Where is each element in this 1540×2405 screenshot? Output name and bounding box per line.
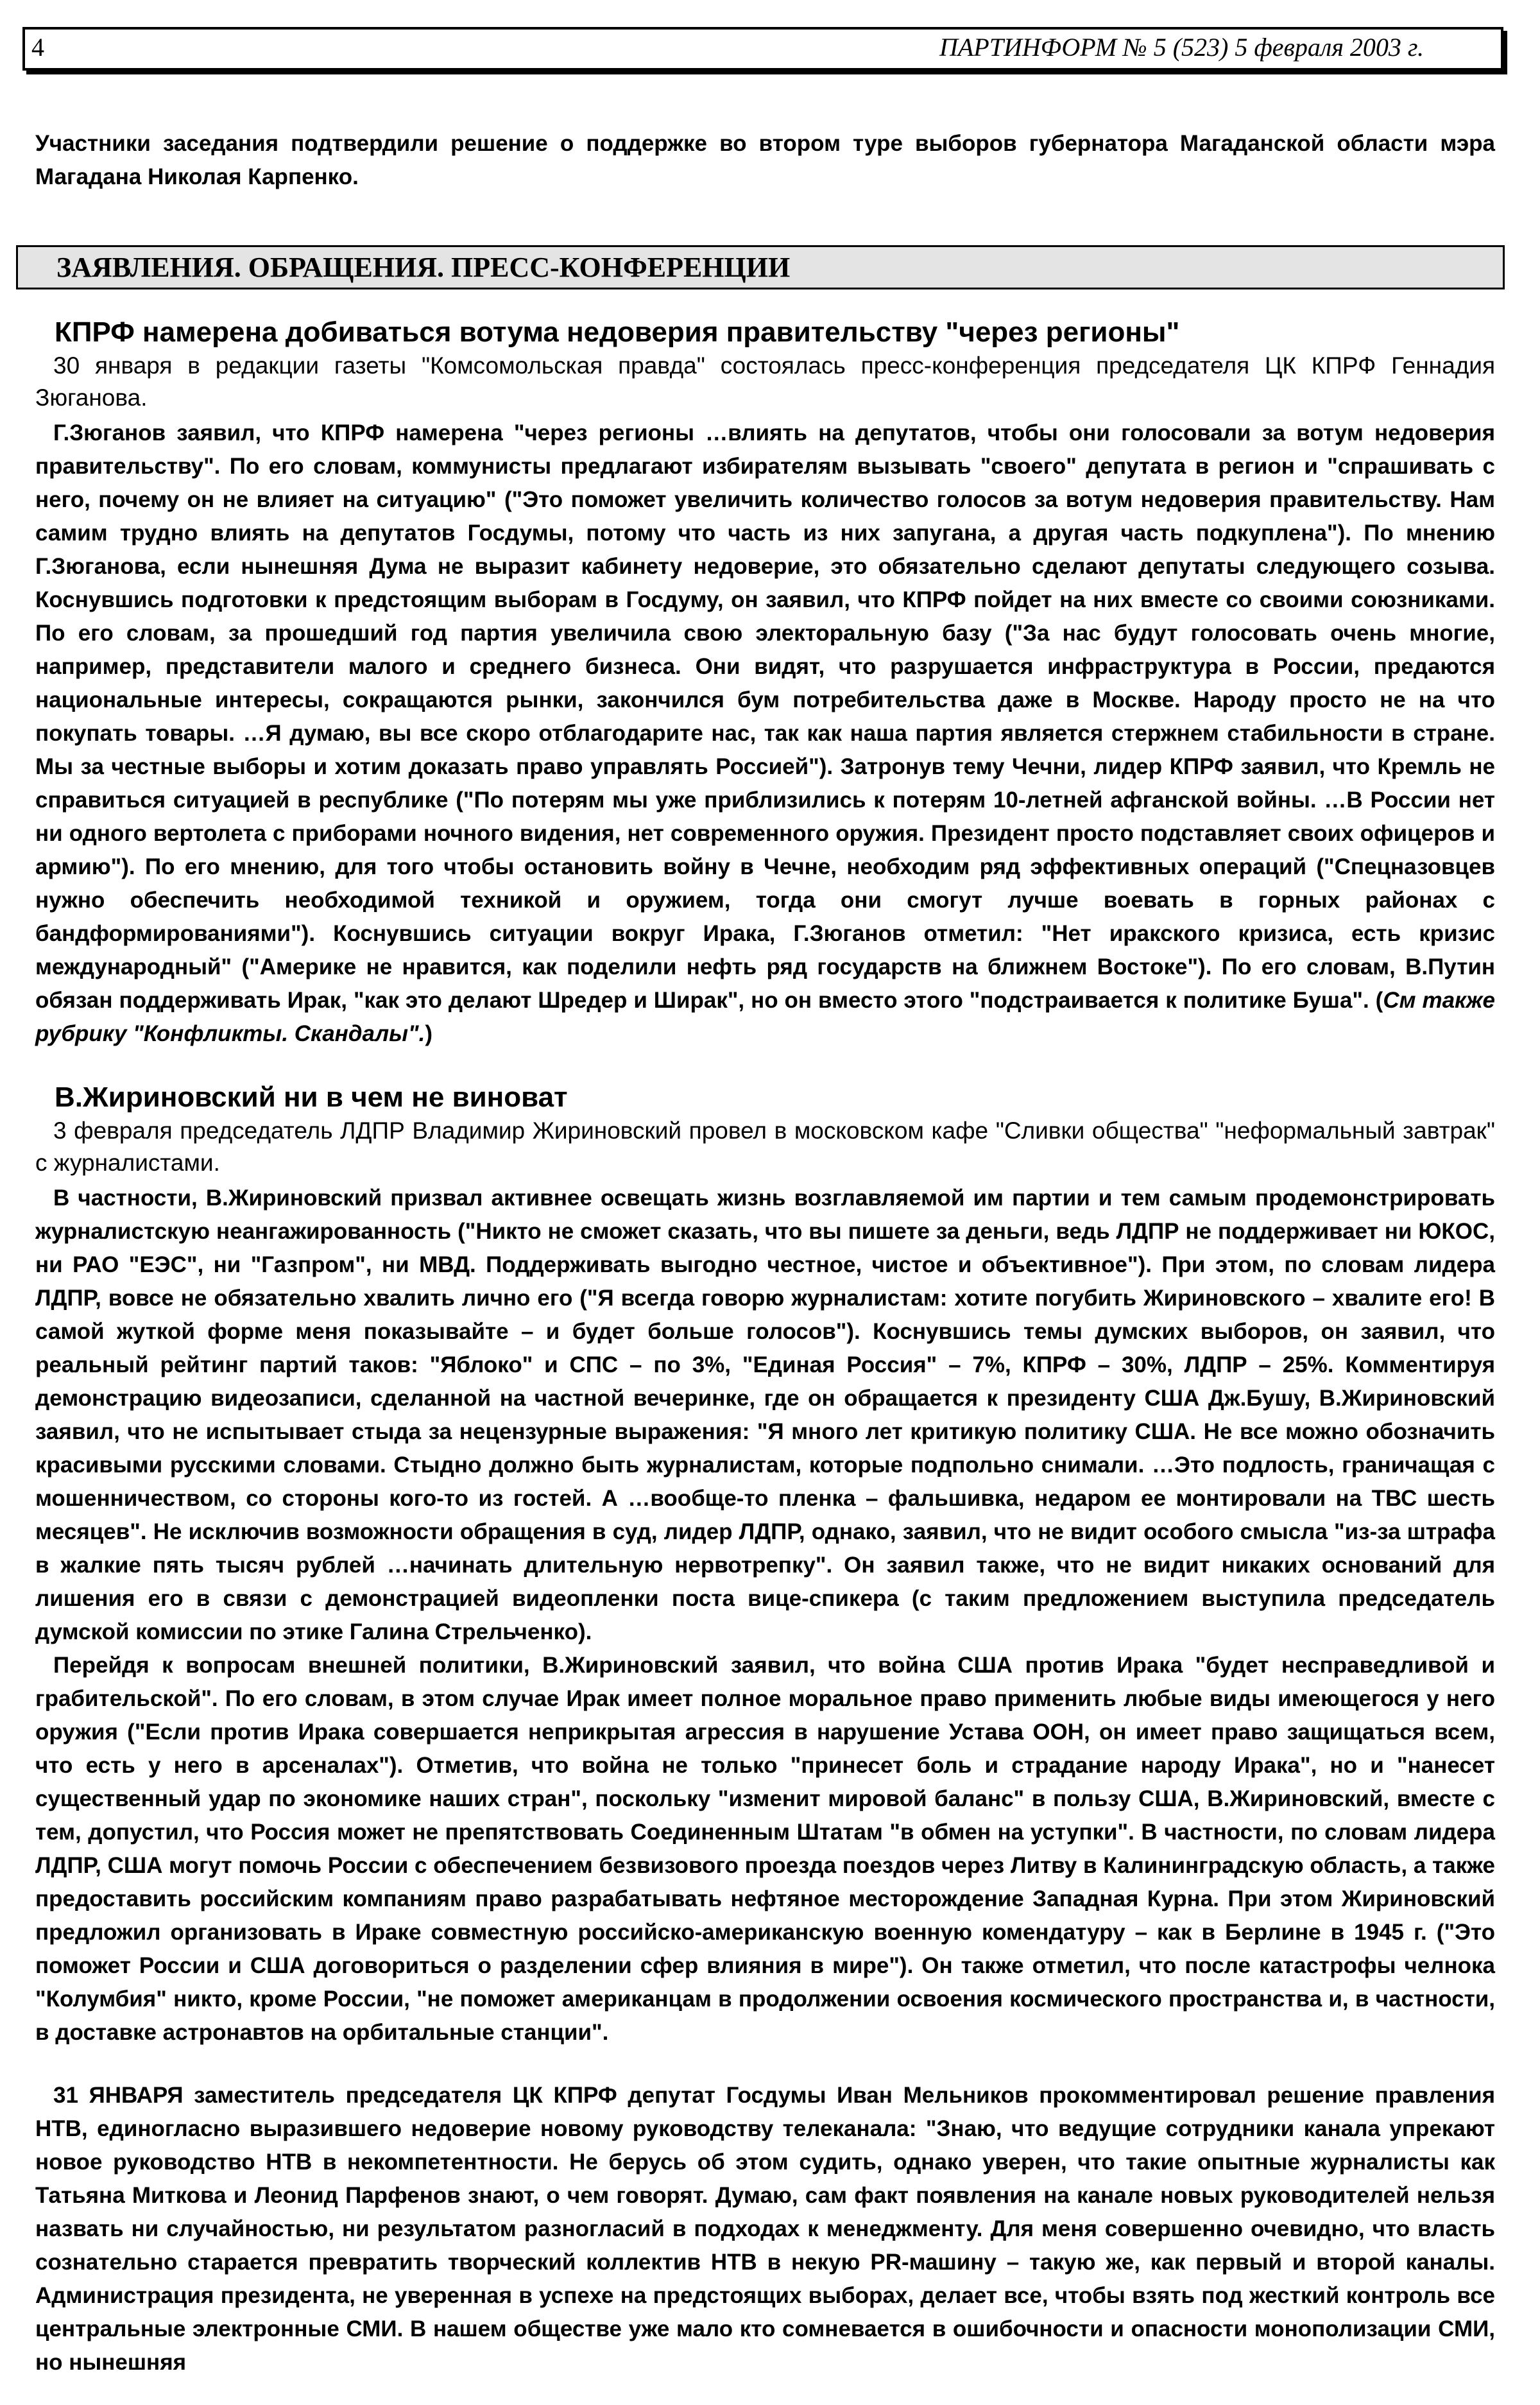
section-title: ЗАЯВЛЕНИЯ. ОБРАЩЕНИЯ. ПРЕСС-КОНФЕРЕНЦИИ	[56, 252, 791, 283]
article-body	[35, 417, 1495, 1051]
article-lead: 30 января в редакции газеты "Комсомольская правда" состоялась пресс-конференция председателя ЦК КПРФ Геннадия Зюганова.	[35, 352, 1495, 411]
article-body: В частности, В.Жириновский призвал активнее освещать жизнь возглавляемой им партии и тем самым продемонстрировать журналистскую неангажированность ("Никто не сможет сказать, что вы пишете за деньги, ведь ЛДПР не поддерживает ни ЮКОС, ни РАО "ЕЭС", ни "Газпром", ни МВД. Поддерживать выгодно честное, чистое и объективное"). При этом, по словам лидера ЛДПР, вовсе не обязательно хвалить лично его ("Я всегда говорю журналистам: хотите погубить Жириновского – хвалите его! В самой жуткой форме меня показывайте – и будет больше голосов"). Коснувшись темы думских выборов, он заявил, что реальный рейтинг партий таков: "Яблоко" и СПС – по 3%, "Единая Россия" – 7%, КПРФ – 30%, ЛДПР – 25%. Комментируя демонстрацию видеозаписи, сделанной на частной вечеринке, где он обращается к президенту США Дж.Бушу, В.Жириновский заявил, что не испытывает стыда за нецензурные выражения: "Я много лет критикую политику США. Не все можно обозначить красивыми русскими словами. Стыдно должно быть журналистам, которые подпольно снимали. …Это подлость, граничащая с мошенничеством, со стороны кого-то из гостей. А …вообще-то пленка – фальшивка, недаром ее монтировали на ТВС шесть месяцев". Не исключив возможности обращения в суд, лидер ЛДПР, однако, заявил, что не видит особого смысла "из-за штрафа в жалкие пять тысяч рублей …начинать длительную нервотрепку". Он заявил также, что не видит никаких оснований для лишения его в связи с демонстрацией видеопленки поста вице-спикера (с таким предложением выступила председатель думской комиссии по этике Галина Стрельченко).	[35, 1185, 1495, 1644]
intro-paragraph: Участники заседания подтвердили решение о поддержке во втором туре выборов губернатора Магаданской области мэра Магадана Николая Карпенко.	[35, 131, 1495, 189]
article-body-end: )	[425, 1021, 432, 1046]
section-header	[16, 245, 1505, 289]
page-header	[22, 27, 1503, 71]
article-body-text: Г.Зюганов заявил, что КПРФ намерена "через регионы …влиять на депутатов, чтобы они голосовали за вотум недоверия правительству". По его словам, коммунисты предлагают избирателям вызывать "своего" депутата в регион и "спрашивать с него, почему он не влияет на ситуацию" ("Это поможет увеличить количество голосов за вотум недоверия правительству. Нам самим трудно влиять на депутатов Госдумы, потому что часть из них запугана, а другая часть подкуплена"). По мнению Г.Зюганова, если нынешняя Дума не выразит кабинету недоверие, это обязательно сделают депутаты следующего созыва. Коснувшись подготовки к предстоящим выборам в Госдуму, он заявил, что КПРФ пойдет на них вместе со своими союзниками. По его словам, за прошедший год партия увеличила свою электоральную базу ("За нас будут голосовать очень многие, например, представители малого и среднего бизнеса. Они видят, что разрушается инфраструктура в России, предаются национальные интересы, сокращаются рынки, закончился бум потребительства даже в Москве. Народу просто не на что покупать товары. …Я думаю, вы все скоро отблагодарите нас, так как наша партия является стержнем стабильности в стране. Мы за честные выборы и хотим доказать право управлять Россией"). Затронув тему Чечни, лидер КПРФ заявил, что Кремль не справиться ситуацией в республике ("По потерям мы уже приблизились к потерям 10-летней афганской войны. …В России нет ни одного вертолета с приборами ночного видения, нет современного оружия. Президент просто подставляет своих офицеров и армию"). По его мнению, для того чтобы остановить войну в Чечне, необходим ряд эффективных операций ("Спецназовцев нужно обеспечить необходимой техникой и оружием, тогда они смогут лучше воевать в горных районах с бандформированиями"). Коснувшись ситуации вокруг Ирака, Г.Зюганов отметил: "Нет иракского кризиса, есть кризис международный" ("Америке не нравится, как поделили нефть ряд государств на ближнем Востоке"). По его словам, В.Путин обязан поддерживать Ирак, "как это делают Шредер и Ширак", но он вместо этого "подстраивается к политике Буша". (	[35, 420, 1495, 1013]
article-headline: В.Жириновский ни в чем не виноват	[55, 1081, 568, 1113]
cross-reference: См также рубрику "Конфликты. Скандалы".	[35, 987, 1496, 1046]
article-lead: 3 февраля председатель ЛДПР Владимир Жириновский провел в московском кафе "Сливки общества" "неформальный завтрак" с журналистами.	[35, 1117, 1495, 1176]
article-headline: КПРФ намерена добиваться вотума недоверия правительству "через регионы"	[55, 316, 1180, 348]
closing-paragraph: 31 ЯНВАРЯ заместитель председателя ЦК КПРФ депутат Госдумы Иван Мельников прокомментировал решение правления НТВ, единогласно выразившего недоверие новому руководству телеканала: "Знаю, что ведущие сотрудники канала упрекают новое руководство НТВ в некомпетентности. Не берусь об этом судить, однако уверен, что такие опытные журналисты как Татьяна Миткова и Леонид Парфенов знают, о чем говорят. Думаю, сам факт появления на канале новых руководителей нельзя назвать ни случайностью, ни результатом разногласий в подходах к менеджменту. Для меня совершенно очевидно, что власть сознательно старается превратить творческий коллектив НТВ в некую PR-машину – такую же, как первый и второй каналы. Администрация президента, не уверенная в успехе на предстоящих выборах, делает все, чтобы взять под жесткий контроль все центральные электронные СМИ. В нашем обществе уже мало кто сомневается в ошибочности и опасности монополизации СМИ, но нынешняя	[35, 2082, 1495, 2375]
article-body-continued: Перейдя к вопросам внешней политики, В.Жириновский заявил, что война США против Ирака "будет несправедливой и грабительской". По его словам, в этом случае Ирак имеет полное моральное право применить любые виды имеющегося у него оружия ("Если против Ирака совершается неприкрытая агрессия в нарушение Устава ООН, он имеет право защищаться всем, что есть у него в арсеналах"). Отметив, что война не только "принесет боль и страдание народу Ирака", но и "нанесет существенный удар по экономике наших стран", поскольку "изменит мировой баланс" в пользу США, В.Жириновский, вместе с тем, допустил, что Россия может не препятствовать Соединенным Штатам "в обмен на уступки". В частности, по словам лидера ЛДПР, США могут помочь России с обеспечением безвизового проезда поездов через Литву в Калининградскую область, а также предоставить российским компаниям право разрабатывать нефтяное месторождение Западная Курна. При этом Жириновский предложил организовать в Ираке совместную российско-американскую военную комендатуру – как в Берлине в 1945 г. ("Это поможет России и США договориться о разделении сфер влияния в мире"). Он также отметил, что после катастрофы челнока "Колумбия" никто, кроме России, "не поможет американцам в продолжении освоения космического пространства и, в частности, в доставке астронавтов на орбитальные станции".	[35, 1652, 1495, 2045]
publication-title: ПАРТИНФОРМ № 5 (523) 5 февраля 2003 г.	[939, 33, 1424, 62]
page-number: 4	[31, 33, 44, 62]
